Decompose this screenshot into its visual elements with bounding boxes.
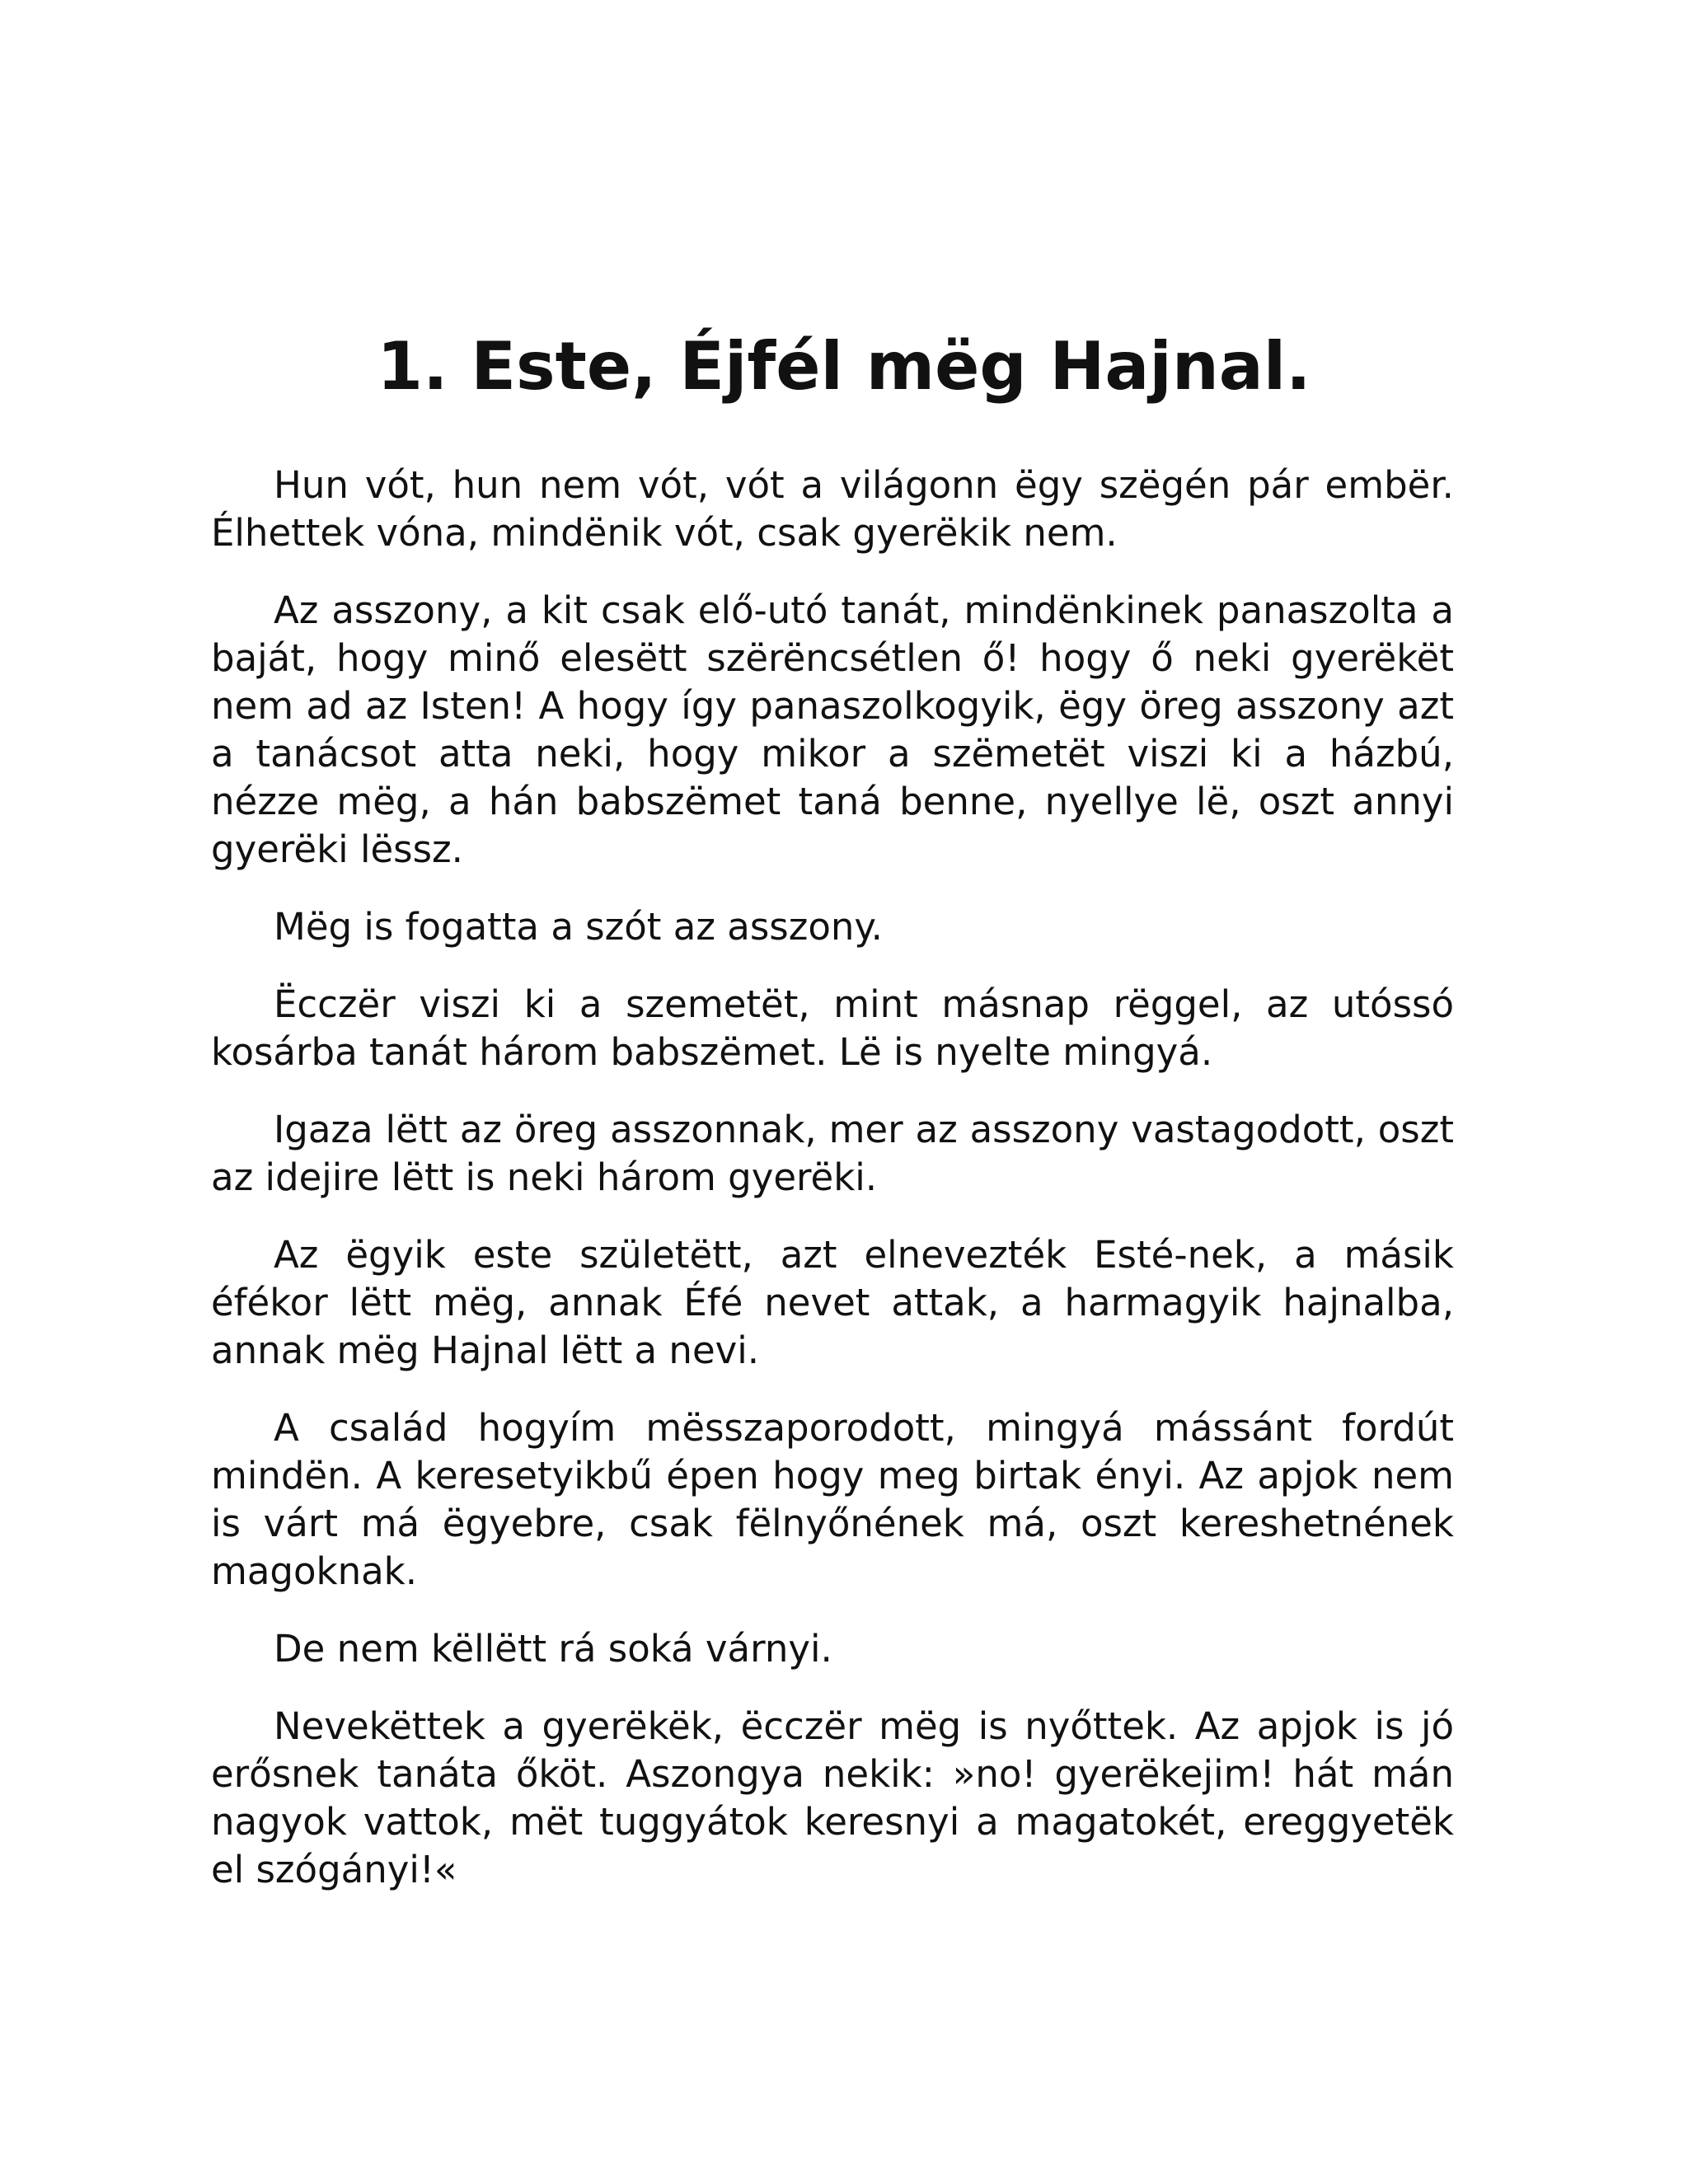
paragraph: De nem këllëtt rá soká várnyi. <box>274 1627 832 1671</box>
paragraph: Igaza lëtt az öreg asszonnak, mer az asszony vastagodott, oszt az idejire lëtt is neki három gyerëki. <box>211 1108 1454 1199</box>
paragraph: Nevekëttek a gyerëkëk, ëcczër mëg is nyőttek. Az apjok is jó erősnek tanáta őköt. Aszongya nekik: »no! gyerëkejim! hát mán nagyok vattok, mët tuggyátok keresnyi a magatokét, ereggyetëk el szógányi!« <box>211 1704 1454 1891</box>
paragraph: Az ëgyik este születëtt, azt elnevezték Esté-nek, a másik éfékor lëtt mëg, annak Éfé nevet attak, a harmagyik hajnalba, annak mëg Hajnal lëtt a nevi. <box>211 1233 1454 1372</box>
paragraph: Hun vót, hun nem vót, vót a világonn ëgy szëgén pár embër. Élhettek vóna, mindënik vót, csak gyerëkik nem. <box>211 463 1454 555</box>
paragraph: Mëg is fogatta a szót az asszony. <box>274 905 883 949</box>
chapter-body <box>211 462 1454 1924</box>
paragraph: A család hogyím mësszaporodott, mingyá mássánt fordút mindën. A keresetyikbű épen hogy meg birtak ényi. Az apjok nem is várt má ëgyebre, csak fëlnyőnének má, oszt kereshetnének magoknak. <box>211 1406 1454 1593</box>
paragraph: Ëcczër viszi ki a szemetët, mint másnap rëggel, az utóssó kosárba tanát három babszëmet. Lë is nyelte mingyá. <box>211 982 1454 1074</box>
chapter-title: 1. Este, Éjfél mëg Hajnal. <box>377 328 1311 405</box>
paragraph: Az asszony, a kit csak elő-utó tanát, mindënkinek panaszolta a baját, hogy minő elesëtt szërëncsétlen ő! hogy ő neki gyerëkët nem ad az Isten! A hogy így panaszolkogyik, ëgy öreg asszony azt a tanácsot atta neki, hogy mikor a szëmetët viszi ki a házbú, nézze mëg, a hán babszëmet taná benne, nyellye lë, oszt annyi gyerëki lëssz. <box>211 588 1454 871</box>
